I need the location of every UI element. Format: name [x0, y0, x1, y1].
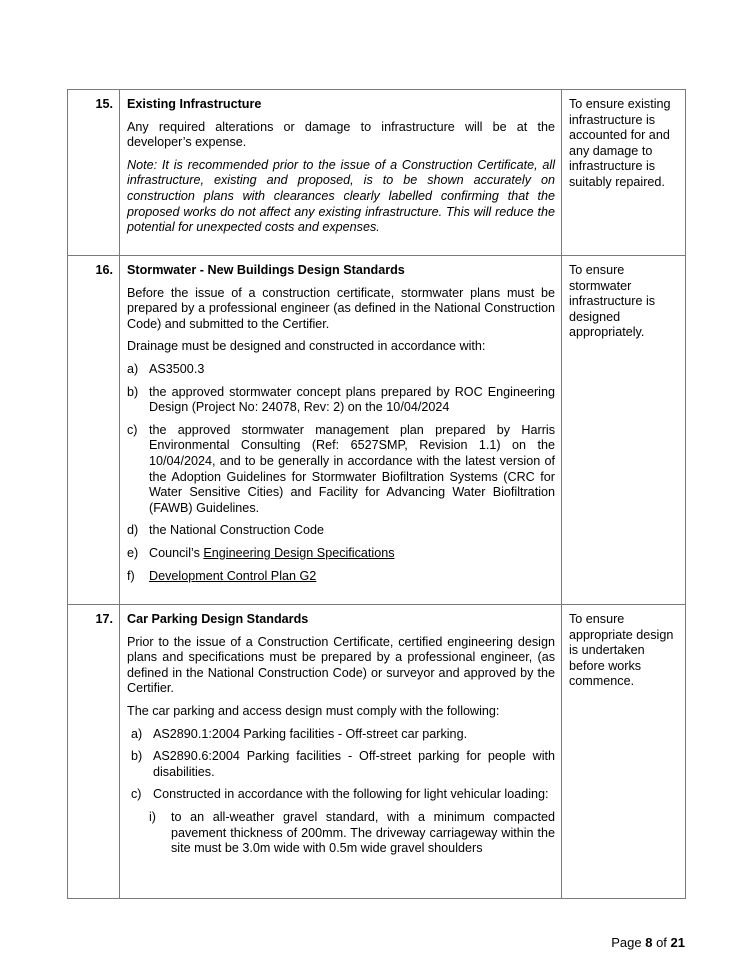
list-marker: d) — [127, 523, 139, 538]
condition-heading: Existing Infrastructure — [127, 97, 262, 111]
list-marker: a) — [131, 726, 143, 741]
list-text: to an all-weather gravel standard, with a minimum compacted pavement thickness of 200mm. The driveway carriageway within the site must be 3.0m wide with 0.5m wide gravel shoulders — [171, 809, 555, 856]
condition-row — [68, 90, 686, 256]
list-marker: f) — [127, 568, 135, 583]
list-marker: e) — [127, 545, 139, 560]
list-item — [127, 362, 555, 378]
condition-paragraph: Before the issue of a construction certificate, stormwater plans must be prepared by a professional engineer (as defined in the National Construction Code) and submitted to the Certifier. — [127, 285, 555, 331]
condition-row — [68, 256, 686, 605]
list-item — [127, 727, 555, 743]
condition-paragraph: Drainage must be designed and constructed in accordance with: — [127, 339, 486, 354]
list-item — [127, 749, 555, 780]
engineering-design-specifications-link[interactable]: Engineering Design Specifications — [203, 545, 395, 560]
condition-paragraph: The car parking and access design must comply with the following: — [127, 703, 500, 718]
condition-paragraph: Prior to the issue of a Construction Certificate, certified engineering design plans and specifications must be prepared by a professional engineer, (as defined in the National Construction Code) or surveyor and approved by the Certifier. — [127, 634, 555, 696]
list-text: AS2890.6:2004 Parking facilities - Off-street parking for people with disabilities. — [153, 749, 555, 779]
condition-paragraph: Any required alterations or damage to infrastructure will be at the developer’s expense. — [127, 119, 555, 150]
list-item — [127, 787, 555, 803]
condition-heading: Stormwater - New Buildings Design Standards — [127, 263, 405, 277]
condition-reason: To ensure appropriate design is undertaken before works commence. — [562, 605, 686, 899]
list-item — [127, 385, 555, 416]
list-marker: a) — [127, 361, 139, 376]
condition-reason: To ensure existing infrastructure is accounted for and any damage to infrastructure is suitably repaired. — [562, 90, 686, 256]
list-marker: c) — [127, 422, 138, 437]
condition-body — [120, 256, 562, 605]
condition-reason: To ensure stormwater infrastructure is designed appropriately. — [562, 256, 686, 605]
current-page: 8 — [645, 935, 653, 950]
conditions-table — [67, 89, 686, 899]
list-text: Constructed in accordance with the following for light vehicular loading: — [153, 787, 549, 802]
list-marker: b) — [127, 384, 139, 399]
condition-body — [120, 605, 562, 899]
list-text: the National Construction Code — [149, 523, 325, 538]
list-text: the approved stormwater concept plans prepared by ROC Engineering Design (Project No: 24078, Rev: 2) on the 10/04/2024 — [149, 384, 555, 415]
list-text: AS2890.1:2004 Parking facilities - Off-street car parking. — [153, 726, 468, 741]
development-control-plan-link[interactable]: Development Control Plan G2 — [149, 568, 317, 583]
condition-number: 16. — [68, 256, 120, 605]
list-text: the approved stormwater management plan prepared by Harris Environmental Consulting (Ref: 6527SMP, Revision 1.1) on the 10/04/2024, and to be generally in accordance with the latest version of the Adoption Guidelines for Stormwater Biofiltration Systems (CRC for Water Sensitive Cities) and Facility for Advancing Water Biofiltration (FAWB) Guidelines. — [149, 422, 555, 515]
list-marker: b) — [131, 749, 143, 764]
list-item — [127, 569, 555, 585]
page-number: Page 8 of 21 — [611, 935, 685, 950]
condition-number: 15. — [68, 90, 120, 256]
condition-number: 17. — [68, 605, 120, 899]
list-item — [127, 423, 555, 517]
list-text-prefix: Council’s — [149, 545, 204, 560]
sub-list-item — [127, 810, 555, 857]
list-marker: c) — [131, 787, 142, 802]
condition-body — [120, 90, 562, 256]
condition-row — [68, 605, 686, 899]
condition-note: Note: It is recommended prior to the issue of a Construction Certificate, all infrastructure, existing and proposed, is to be shown accurately on construction plans with clearances clearly labelled confirming that the proposed works do not affect any existing infrastructure. This will reduce the potential for unexpected costs and expenses. — [127, 157, 555, 235]
list-text: AS3500.3 — [149, 361, 205, 376]
condition-heading: Car Parking Design Standards — [127, 612, 309, 626]
list-marker: i) — [149, 809, 156, 824]
list-item — [127, 546, 555, 562]
total-pages: 21 — [670, 935, 685, 950]
list-item — [127, 523, 555, 539]
